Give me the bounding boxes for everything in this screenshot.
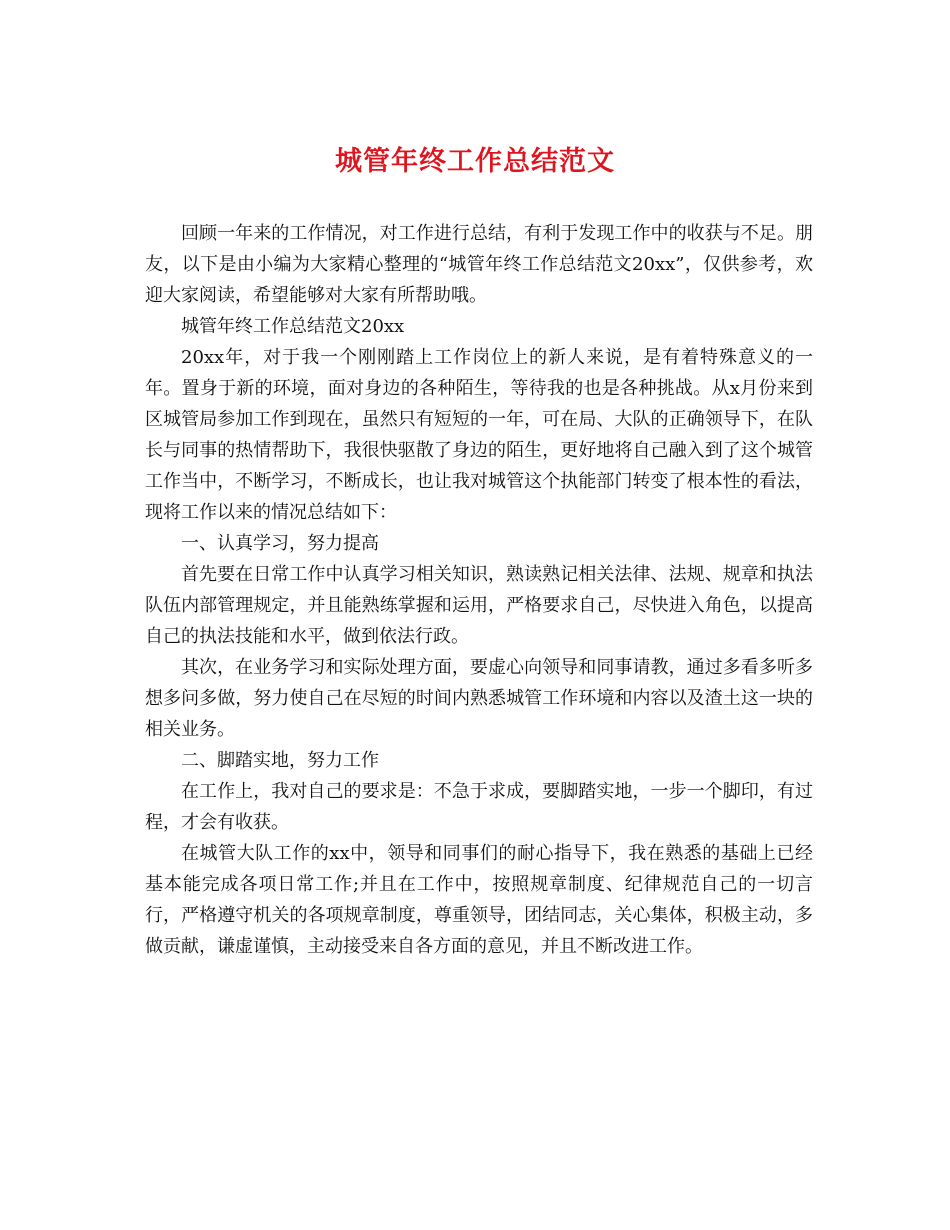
document-body xyxy=(145,218,813,962)
paragraph-subtitle: 城管年终工作总结范文20xx xyxy=(181,316,405,337)
paragraph-overview: 20xx年，对于我一个刚刚踏上工作岗位上的新人来说，是有着特殊意义的一年。置身于新的环境，面对身边的各种陌生，等待我的也是各种挑战。从x月份来到区城管局参加工作到现在，虽然只有短短的一年，可在局、大队的正确领导下，在队长与同事的热情帮助下，我很快驱散了身边的陌生，更好地将自己融入到了这个城管工作当中，不断学习，不断成长，也让我对城管这个执能部门转变了根本性的看法，现将工作以来的情况总结如下： xyxy=(145,347,813,523)
paragraph-work-attitude: 在工作上，我对自己的要求是：不急于求成，要脚踏实地，一步一个脚印，有过程，才会有收获。 xyxy=(145,781,813,833)
paragraph-work-details: 在城管大队工作的xx中，领导和同事们的耐心指导下，我在熟悉的基础上已经基本能完成各项日常工作;并且在工作中，按照规章制度、纪律规范自己的一切言行，严格遵守机关的各项规章制度，尊重领导，团结同志，关心集体，积极主动，多做贡献，谦虚谨慎，主动接受来自各方面的意见，并且不断改进工作。 xyxy=(145,843,813,957)
paragraph-study-first: 首先要在日常工作中认真学习相关知识，熟读熟记相关法律、法规、规章和执法队伍内部管理规定，并且能熟练掌握和运用，严格要求自己，尽快进入角色，以提高自己的执法技能和水平，做到依法行政。 xyxy=(145,564,813,647)
paragraph-study-second: 其次，在业务学习和实际处理方面，要虚心向领导和同事请教，通过多看多听多想多问多做，努力使自己在尽短的时间内熟悉城管工作环境和内容以及渣土这一块的相关业务。 xyxy=(145,657,813,740)
document-title: 城管年终工作总结范文 xyxy=(335,146,615,177)
section-heading-2: 二、脚踏实地，努力工作 xyxy=(181,750,379,771)
paragraph-intro: 回顾一年来的工作情况，对工作进行总结，有利于发现工作中的收获与不足。朋友，以下是由小编为大家精心整理的“城管年终工作总结范文20xx”，仅供参考，欢迎大家阅读，希望能够对大家有所帮助哦。 xyxy=(145,223,813,306)
section-heading-1: 一、认真学习，努力提高 xyxy=(181,533,379,554)
